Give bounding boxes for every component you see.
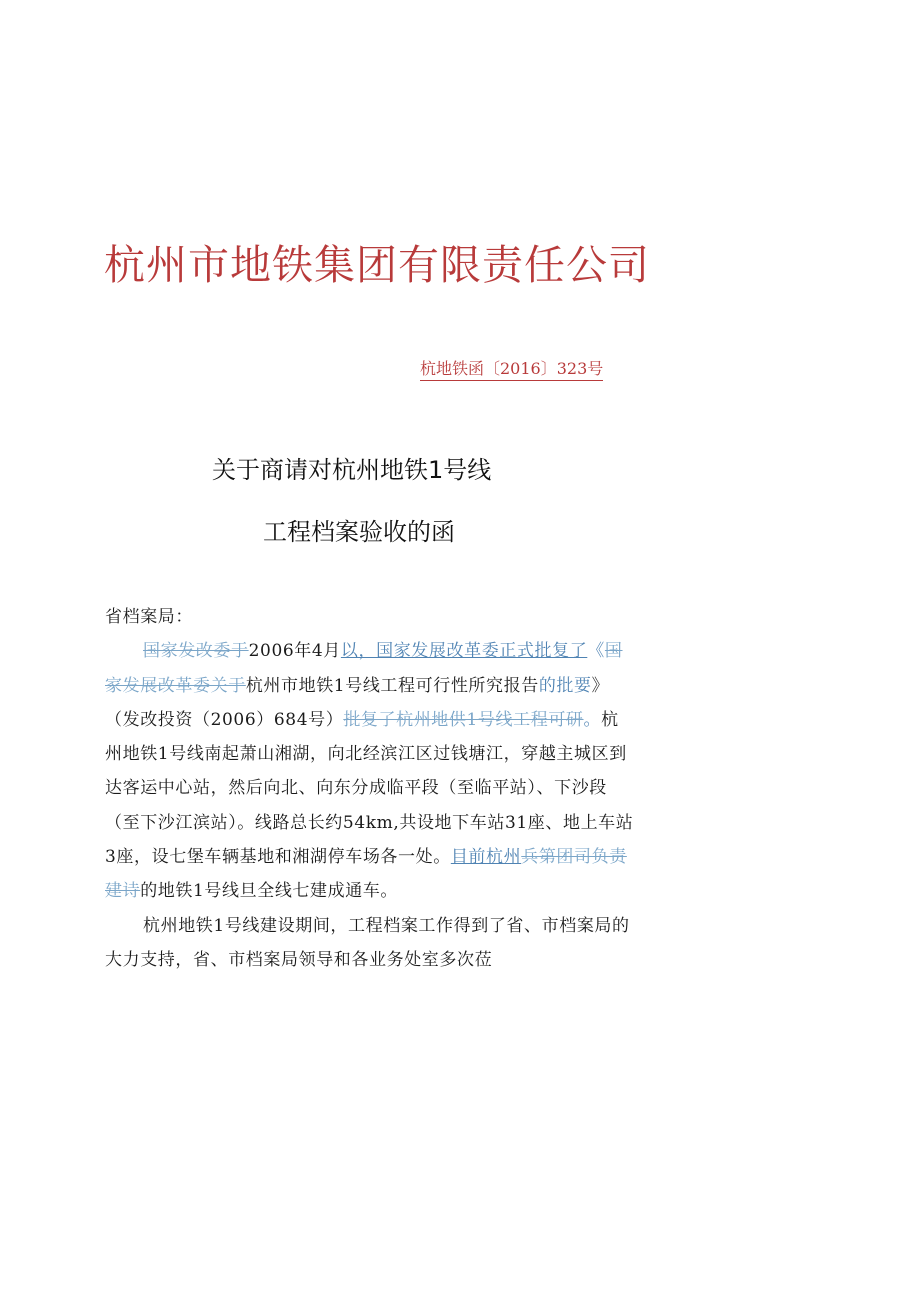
letter-body xyxy=(105,600,635,977)
inserted-text: 的批要 xyxy=(538,675,592,696)
salutation: 省档案局： xyxy=(105,607,193,627)
paragraph-text: 杭州地铁1号线南起萧山湘湖，向北经滨江区过钱塘江，穿越主城区到达客运中心站，然后向北、向东分成临平段（至临平站）、下沙段（至下沙江滨站）。线路总长约54km,共设地下车站31座、地上车站3座，设七堡车辆基地和湘湖停车场各一处。 xyxy=(105,709,634,868)
inserted-text: 《 xyxy=(587,641,605,662)
organization-title: 杭州市地铁集团有限责任公司 xyxy=(104,241,650,289)
inserted-text: 。 xyxy=(583,709,602,730)
document-number: 杭地铁函〔2016〕323号 xyxy=(420,356,603,381)
inserted-text: 以，国家发展改革委正式批复了 xyxy=(340,641,588,662)
inserted-text: 目前杭州 xyxy=(450,847,522,868)
subject-line-2: 工程档案验收的函 xyxy=(263,518,455,546)
paragraph-text: 的地铁1号线旦全线七建成通车。 xyxy=(140,881,399,902)
paragraph-text: 》（发改投资（2006）684号） xyxy=(105,675,610,730)
paragraph-1 xyxy=(105,634,635,908)
deleted-text: 兵第团司负责建诗 xyxy=(105,847,627,902)
paragraph-2: 杭州地铁1号线建设期间，工程档案工作得到了省、市档案局的大力支持，省、市档案局领导和各业务处室多次莅 xyxy=(105,915,630,970)
deleted-text: 批复了杭州地供1号线工程可研 xyxy=(343,709,584,730)
deleted-text: 国家发改委于 xyxy=(143,641,249,662)
deleted-text: 国家发展改革委关于 xyxy=(105,641,623,696)
paragraph-text: 杭州市地铁1号线工程可行性所究报告 xyxy=(245,675,539,696)
paragraph-text: 2006年4月 xyxy=(248,641,341,662)
subject-line-1: 关于商请对杭州地铁1号线 xyxy=(212,456,492,484)
